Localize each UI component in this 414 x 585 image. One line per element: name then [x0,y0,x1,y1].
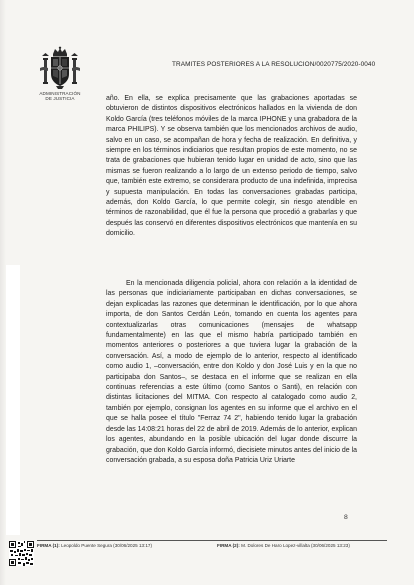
page-number: 8 [344,514,348,521]
footer-divider [37,540,387,541]
qr-code-icon [9,541,34,566]
signature-1 [37,543,152,548]
case-reference: TRAMITES POSTERIORES A LA RESOLUCION/0020775/2020-0040 [172,61,376,68]
signature-1-label: FIRMA (1): [37,543,60,548]
signature-1-value: Leopoldo Puente Segura (30/06/2025 13:17) [61,543,153,548]
signature-2 [217,543,350,548]
scan-margin-strip [6,265,20,535]
signature-2-value: M. Dolores De Haro Lopez-villalta (30/06/2025 13:23) [241,543,350,548]
emblem-caption-line1: ADMINISTRACIÓN [39,91,81,96]
emblem-caption [30,91,90,102]
paragraph-2: En la mencionada diligencia policial, ahora con relación a la identidad de las personas que indiciariamente participaban en dichas conversaciones, se dejan explicadas las razones que determinan le identificación, por lo que ahora importa, de don Santos Cerdán León, tomando en cuenta los agentes para contextualizarlas otras comunicaciones (mensajes de whatsapp fundamentalmente) en las que el mismo habría participado también en momentos anteriores o posteriores a que tuviera lugar la grabación de la conversación. Así, a modo de ejemplo de lo anterior, respecto al identificado como audio 1, –conversación, entre don Koldo y don José Luis y en la que no participaba don Santos–, se destaca en el informe que se realizan en ella continuas referencias a este último (como Santos o Santi), en relación con distintas licitaciones del MITMA. Con respecto al catalogado como audio 2, también por ejemplo, consignan los agentes en su informe que el archivo en el que se halla posee el título "Ferraz 74 2", habiendo tenido lugar la grabación desde las 14:08:21 horas del 22 de abril de 2019. Además de lo anterior, explican los agentes, abundando en la posible ubicación del lugar donde discurre la grabación, que don Koldo García informó, diecisiete minutos antes del inicio de la conversación grabada, a su esposa doña Patricia Uriz Uriarte [106,280,357,464]
coat-of-arms-icon [39,46,81,92]
paragraph-1: año. En ella, se explica precisamente que las grabaciones aportadas se obtuvieron de distintos dispositivos electrónicos hallados en la vivienda de don Koldo García (tres teléfonos móviles de la marca IPHONE y una grabadora de la marca PHILIPS). Y se observa también que los mencionados archivos de audio, salvo en un caso, se acompañan de hora y fecha de realización. En definitiva, y siempre en los términos indiciarios que resultan propios de este momento, no se trata de grabaciones que hubieran tenido lugar en unidad de acto, sino que las mismas se fueron realizando a lo largo de un extenso periodo de tiempo, salvo que, también este extremo, se considerara producto de una indefinida, imprecisa y supuesta manipulación. En todas las conversaciones grabadas participa, además, don Koldo García, lo que permite colegir, sin riesgo atendible en términos de razonabilidad, que él fue la persona que procedió a grabarlas y que después las conservó en diferentes dispositivos electrónicos que mantenía en su domicilio. [106,95,357,238]
signature-2-label: FIRMA (2): [217,543,240,548]
emblem-caption-line2: DE JUSTICIA [45,96,75,102]
